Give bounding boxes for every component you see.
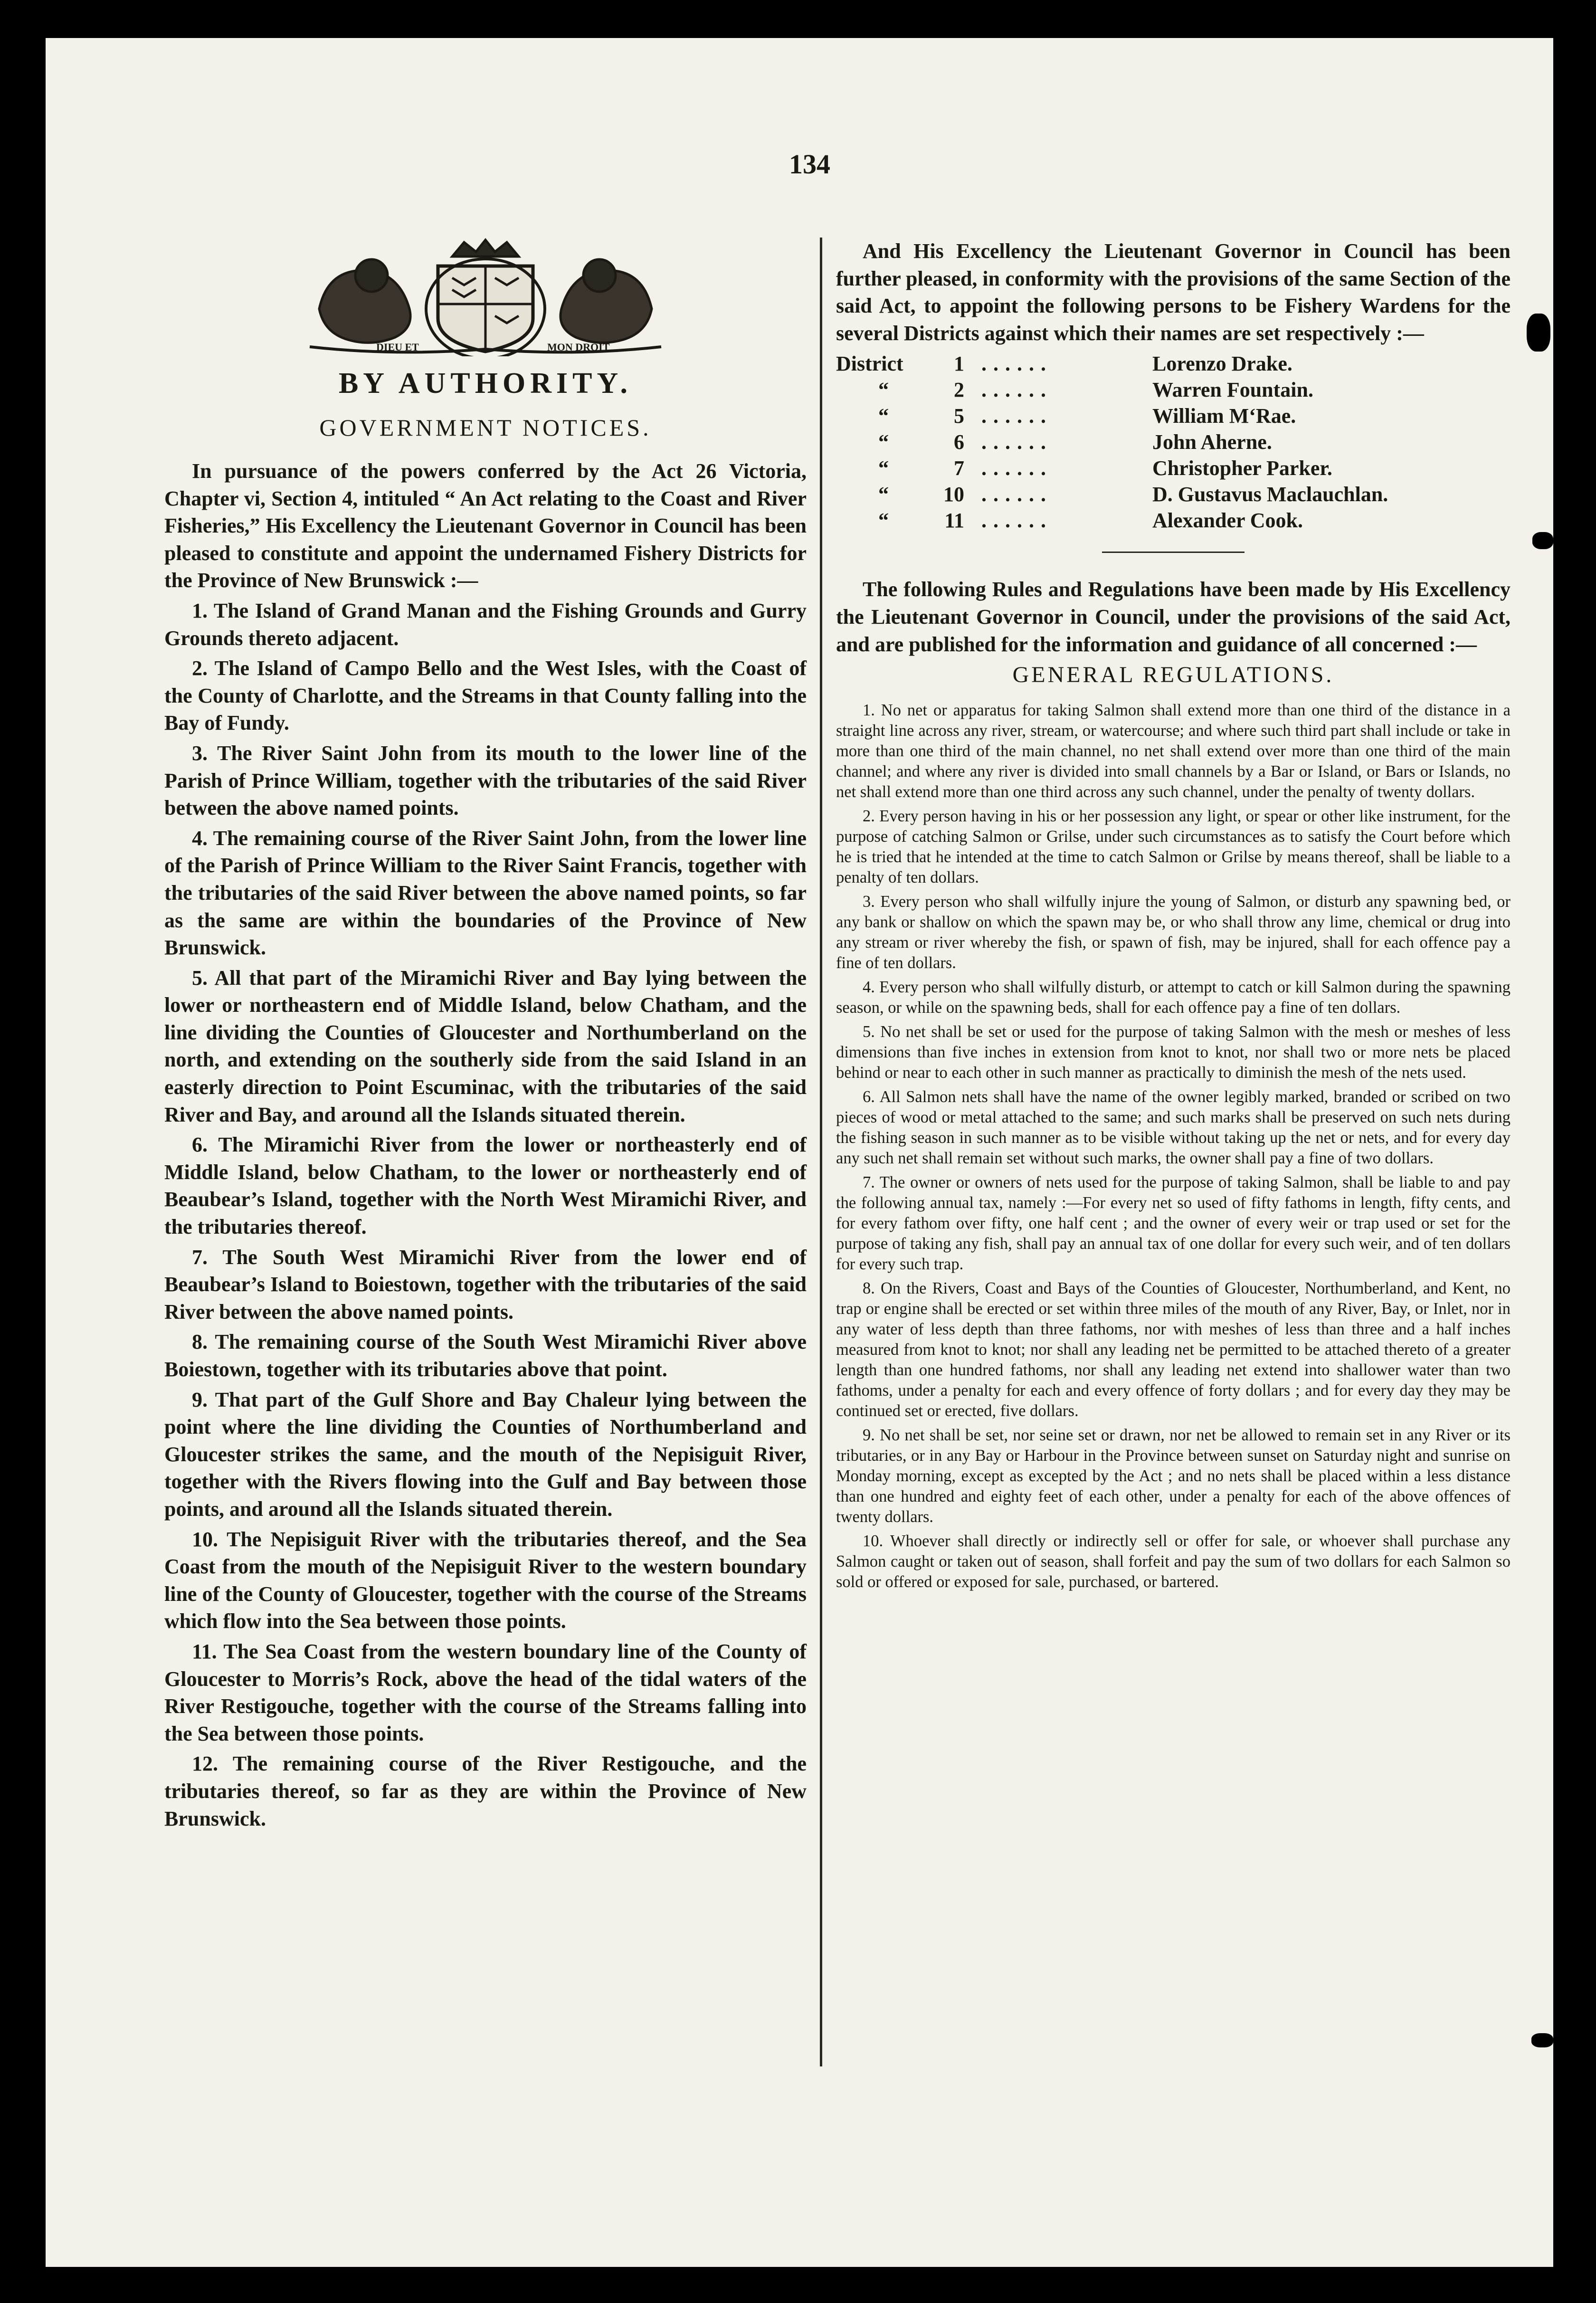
regulation-paragraph: 2. Every person having in his or her possession any light, or spear or other like instrument, for the purpose of catching Salmon or Grilse, under such circumstances as to satisfy the Court before which he is tried that he intended at the time to catch Salmon or Grilse by means thereof, shall be liable to a penalty of ten dollars. [836, 807, 1510, 887]
regulation-paragraph: 10. Whoever shall directly or indirectly sell or offer for sale, or whoever shall purchase any Salmon caught or taken out of season, shall forfeit and pay the sum of two dollars for each Salmon so sold or offered or exposed for sale, purchased, or bartered. [836, 1532, 1510, 1591]
warden-row: “ 2 ...... Warren Fountain. [878, 378, 1314, 402]
general-regulations-heading: GENERAL REGULATIONS. [1012, 662, 1334, 688]
regulation-paragraph: 4. Every person who shall wilfully disturb, or attempt to catch or kill Salmon during the spawning season, or while on the spawning beds, shall for each offence pay a fine of ten dollars. [836, 978, 1510, 1017]
regulation-paragraph: 7. The owner or owners of nets used for the purpose of taking Salmon, shall be liable to and pay the following annual tax, namely :—For every net so used of fifty fathoms in length, fifty cents, and for every fathom over fifty, one half cent ; and the owner of every weir or trap used or set for the purpose of taking any fish, shall pay an annual tax of one dollar for every such weir, and of ten dollars for every such trap. [836, 1173, 1510, 1274]
warden-row: District 1 ...... Lorenzo Drake. [836, 352, 1292, 376]
district-paragraph: 3. The River Saint John from its mouth to the lower line of the Parish of Prince William, together with the tributaries of the said River between the above named points. [164, 741, 807, 820]
ink-blot [1532, 532, 1553, 549]
district-paragraph: 10. The Nepisiguit River with the tributaries thereof, and the Sea Coast from the mouth of the Nepisiguit River to the western boundary line of the County of Gloucester, together with the course of the Streams which flow into the Sea between those points. [164, 1527, 807, 1633]
wardens-list [836, 351, 1510, 533]
district-paragraph: 4. The remaining course of the River Saint John, from the lower line of the Parish of Prince William to the River Saint Francis, together with the tributaries of the said River between the above named points, so far as the same are within the boundaries of the Province of New Brunswick. [164, 826, 807, 960]
svg-text:MON DROIT: MON DROIT [547, 341, 610, 353]
document-page [46, 38, 1553, 2267]
district-paragraph: 6. The Miramichi River from the lower or northeasterly end of Middle Island, below Chatham, to the lower or northeasterly end of Beaubear’s Island, together with the North West Miramichi River, and the tributaries thereof. [164, 1133, 807, 1239]
regulation-paragraph: 8. On the Rivers, Coast and Bays of the Counties of Gloucester, Northumberland, and Kent, no trap or engine shall be erected or set within three miles of the mouth of any River, Bay, or Inlet, nor in any water of less depth than three fathoms, nor with meshes of less than three and a half inches measured from knot to knot; nor shall any leading net be permitted to be attached thereto of a greater length than one hundred fathoms, nor shall any leading net extend into shallower water than two fathoms, under a penalty for each and every offence of forty dollars ; and for every day they may be continued set or erected, five dollars. [836, 1279, 1510, 1420]
district-paragraph: 12. The remaining course of the River Restigouche, and the tributaries thereof, so far as they are within the Province of New Brunswick. [164, 1752, 807, 1830]
svg-text:DIEU ET: DIEU ET [376, 341, 419, 353]
regulation-paragraph: 9. No net shall be set, nor seine set or drawn, nor net be allowed to remain set in any River or its tributaries, or in any Bay or Harbour in the Province between sunset on Saturday night and sunrise on Monday morning, except as excepted by the Act ; and no nets shall be placed within a less distance than one hundred and eighty feet of each other, under a penalty for each of the above offences of twenty dollars. [836, 1426, 1510, 1526]
wardens-intro: And His Excellency the Lieutenant Governor in Council has been further pleased, in conformity with the provisions of the same Section of the said Act, to appoint the following persons to be Fishery Wardens for the several Districts against which their names are set respectively :— [836, 239, 1510, 345]
left-column [164, 238, 807, 1835]
ink-blot [1527, 314, 1550, 352]
regulation-paragraph: 1. No net or apparatus for taking Salmon shall extend more than one third of the distance in a straight line across any river, stream, or watercourse; and where such third part shall include or take in more than one third of the main channel, no net shall extend over more than one third of the main channel; and where any river is divided into small channels by a Bar or Island, or Bars or Islands, no net shall extend more than one third across any such channel, under the penalty of twenty dollars. [836, 701, 1510, 801]
warden-row: “ 10 ...... D. Gustavus Maclauchlan. [878, 483, 1388, 506]
district-paragraph: 8. The remaining course of the South West Miramichi River above Boiestown, together with its tributaries above that point. [164, 1330, 807, 1381]
district-paragraph: 2. The Island of Campo Bello and the West Isles, with the Coast of the County of Charlotte, and the Streams in that County falling into the Bay of Fundy. [164, 657, 807, 735]
warden-row: “ 5 ...... William M‘Rae. [878, 404, 1296, 428]
warden-row: “ 7 ...... Christopher Parker. [878, 457, 1332, 480]
column-divider [820, 238, 822, 2066]
district-paragraph: 11. The Sea Coast from the western boundary line of the County of Gloucester to Morris’s Rock, above the head of the tidal waters of the River Restigouche, together with the course of the Streams falling into the Sea between those points. [164, 1639, 807, 1745]
royal-crest-icon [300, 238, 671, 356]
district-paragraph: 9. That part of the Gulf Shore and Bay Chaleur lying between the point where the line dividing the Counties of Northumberland and Gloucester strikes the same, and the mouth of the Nepisiguit River, together with the Rivers flowing into the Gulf and Bay between those points, and around all the Islands situated therein. [164, 1388, 807, 1521]
section-divider [1102, 552, 1244, 553]
government-notices-heading: GOVERNMENT NOTICES. [319, 414, 652, 441]
district-paragraph: 1. The Island of Grand Manan and the Fishing Grounds and Gurry Grounds thereto adjacent. [164, 599, 807, 650]
regulation-paragraph: 5. No net shall be set or used for the purpose of taking Salmon with the mesh or meshes of less dimensions than five inches in extension from knot to knot, nor shall two or more nets be placed behind or near to each other in such manner as practically to diminish the mesh of the nets used. [836, 1023, 1510, 1082]
district-paragraph: 7. The South West Miramichi River from the lower end of Beaubear’s Island to Boiestown, together with the tributaries of the said River between the above named points. [164, 1245, 807, 1323]
regulation-paragraph: 6. All Salmon nets shall have the name of the owner legibly marked, branded or scribed on two pieces of wood or metal attached to the same; and such marks shall be preserved on such nets during the fishing season in such manner as to be visible without taking up the net or nets, and for every day any such net shall remain set without such marks, the owner shall pay a fine of two dollars. [836, 1088, 1510, 1168]
by-authority-heading: BY AUTHORITY. [338, 367, 633, 400]
right-column [836, 238, 1510, 1596]
page-number: 134 [789, 149, 830, 180]
regulation-paragraph: 3. Every person who shall wilfully injure the young of Salmon, or disturb any spawning bed, or any bank or shallow on which the spawn may be, or who shall throw any lime, chemical or drug into any stream or river whereby the fish, or spawn of fish, may be injured, shall for each offence pay a fine of ten dollars. [836, 893, 1510, 972]
warden-row: “ 6 ...... John Aherne. [878, 430, 1272, 454]
intro-paragraph: In pursuance of the powers conferred by the Act 26 Victoria, Chapter vi, Section 4, intituled “ An Act relating to the Coast and River Fisheries,” His Excellency the Lieutenant Governor in Council has been pleased to constitute and appoint the undernamed Fishery Districts for the Province of New Brunswick :— [164, 459, 807, 592]
warden-row: “ 11 ...... Alexander Cook. [878, 509, 1303, 533]
rules-intro: The following Rules and Regulations have been made by His Excellency the Lieutenant Governor in Council, under the provisions of the said Act, and are published for the information and guidance of all concerned :— [836, 578, 1510, 656]
ink-blot [1531, 2033, 1553, 2047]
district-paragraph: 5. All that part of the Miramichi River and Bay lying between the lower or northeastern end of Middle Island, below Chatham, and the line dividing the Counties of Gloucester and Northumberland on the north, and extending on the southerly side from the said Island in an easterly direction to Point Escuminac, with the tributaries of the said River and Bay, and around all the Islands situated therein. [164, 966, 807, 1126]
